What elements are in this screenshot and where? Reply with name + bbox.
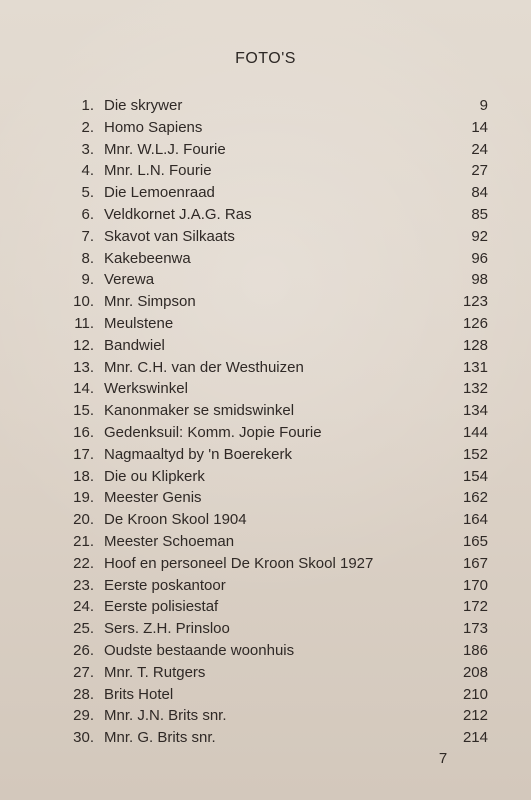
item-label: Die ou Klipkerk xyxy=(104,467,205,485)
item-number: 18. xyxy=(73,467,94,485)
item-number: 4. xyxy=(81,162,94,180)
list-item xyxy=(56,378,488,400)
item-label: Bandwiel xyxy=(104,336,165,354)
item-page-number: 9 xyxy=(479,97,488,114)
list-item xyxy=(56,531,488,553)
photo-list xyxy=(56,95,488,749)
item-label: Mnr. J.N. Brits snr. xyxy=(104,707,227,725)
item-page-number: 132 xyxy=(462,380,488,398)
item-number: 30. xyxy=(73,729,94,747)
item-page-number: 170 xyxy=(462,576,488,594)
item-page-number: 154 xyxy=(462,467,488,485)
item-label: Mnr. W.L.J. Fourie xyxy=(104,140,226,158)
item-page-number: 24 xyxy=(471,140,488,158)
item-label: Skavot van Silkaats xyxy=(104,227,235,245)
item-page-number: 144 xyxy=(462,423,488,441)
item-label: Meulstene xyxy=(104,314,174,332)
item-number: 23. xyxy=(73,576,94,594)
item-label: Meester Genis xyxy=(104,489,202,507)
item-page-number: 162 xyxy=(462,489,488,507)
list-item xyxy=(56,357,488,379)
item-label: Die skrywer xyxy=(104,97,183,114)
list-item xyxy=(56,487,488,509)
item-page-number: 208 xyxy=(462,663,488,681)
item-number: 22. xyxy=(73,554,94,572)
item-number: 6. xyxy=(81,205,94,223)
item-label: Oudste bestaande woonhuis xyxy=(104,641,295,659)
item-page-number: 126 xyxy=(462,314,488,332)
list-item xyxy=(56,640,488,662)
list-item xyxy=(56,291,488,313)
item-page-number: 92 xyxy=(471,227,488,245)
list-item xyxy=(56,575,488,597)
item-page-number: 27 xyxy=(471,162,488,180)
item-page-number: 164 xyxy=(462,511,488,529)
item-label: Meester Schoeman xyxy=(104,532,235,550)
item-page-number: 96 xyxy=(471,249,488,267)
item-label: Eerste poskantoor xyxy=(104,576,226,594)
list-item xyxy=(56,553,488,575)
item-label: Sers. Z.H. Prinsloo xyxy=(104,620,230,638)
item-page-number: 131 xyxy=(462,358,488,376)
item-number: 8. xyxy=(81,249,94,267)
item-label: Die Lemoenraad xyxy=(104,184,215,202)
item-page-number: 172 xyxy=(462,598,488,616)
item-number: 2. xyxy=(81,118,94,136)
item-label: Mnr. Simpson xyxy=(104,293,196,311)
item-label: De Kroon Skool 1904 xyxy=(104,511,247,529)
item-number: 10. xyxy=(73,293,94,311)
item-page-number: 152 xyxy=(462,445,488,463)
item-label: Mnr. G. Brits snr. xyxy=(104,729,216,747)
list-item xyxy=(56,248,488,270)
item-page-number: 134 xyxy=(462,402,488,420)
item-page-number: 186 xyxy=(462,641,488,659)
page-title: FOTO'S xyxy=(235,50,296,67)
list-item xyxy=(56,422,488,444)
item-number: 12. xyxy=(73,336,94,354)
item-number: 20. xyxy=(73,511,94,529)
item-number: 9. xyxy=(81,271,94,289)
item-label: Homo Sapiens xyxy=(104,118,203,136)
item-number: 1. xyxy=(81,97,94,114)
item-number: 21. xyxy=(73,532,94,550)
list-item xyxy=(56,182,488,204)
item-label: Eerste polisiestaf xyxy=(104,598,219,616)
item-label: Mnr. C.H. van der Westhuizen xyxy=(104,358,304,376)
item-page-number: 123 xyxy=(462,293,488,311)
item-label: Werkswinkel xyxy=(104,380,188,398)
item-page-number: 84 xyxy=(471,184,488,202)
list-item xyxy=(56,117,488,139)
list-item xyxy=(56,95,488,117)
folio: 7 xyxy=(438,750,448,767)
item-number: 7. xyxy=(81,227,94,245)
item-page-number: 212 xyxy=(462,707,488,725)
item-page-number: 14 xyxy=(471,118,488,136)
item-label: Brits Hotel xyxy=(104,685,174,703)
item-label: Gedenksuil: Komm. Jopie Fourie xyxy=(104,423,322,441)
item-page-number: 85 xyxy=(471,205,488,223)
item-number: 27. xyxy=(73,663,94,681)
item-number: 11. xyxy=(74,314,94,332)
list-item xyxy=(56,684,488,706)
item-label: Verewa xyxy=(104,271,155,289)
item-label: Hoof en personeel De Kroon Skool 1927 xyxy=(104,554,374,572)
item-page-number: 173 xyxy=(462,620,488,638)
list-item xyxy=(56,400,488,422)
item-label: Mnr. L.N. Fourie xyxy=(104,162,212,180)
item-number: 5. xyxy=(81,184,94,202)
list-item xyxy=(56,596,488,618)
list-item xyxy=(56,204,488,226)
item-page-number: 210 xyxy=(462,685,488,703)
item-number: 16. xyxy=(73,423,94,441)
list-item xyxy=(56,139,488,161)
item-number: 13. xyxy=(73,358,94,376)
list-item xyxy=(56,313,488,335)
item-number: 25. xyxy=(73,620,94,638)
item-number: 24. xyxy=(73,598,94,616)
item-number: 17. xyxy=(73,445,94,463)
list-item xyxy=(56,662,488,684)
item-page-number: 214 xyxy=(462,729,488,747)
list-item xyxy=(56,618,488,640)
list-item xyxy=(56,444,488,466)
list-item xyxy=(56,269,488,291)
item-page-number: 128 xyxy=(462,336,488,354)
item-label: Nagmaaltyd by 'n Boerekerk xyxy=(104,445,292,463)
item-page-number: 167 xyxy=(462,554,488,572)
list-item xyxy=(56,727,488,749)
item-number: 28. xyxy=(73,685,94,703)
item-label: Mnr. T. Rutgers xyxy=(104,663,206,681)
list-item xyxy=(56,160,488,182)
list-item xyxy=(56,705,488,727)
item-number: 19. xyxy=(73,489,94,507)
item-number: 3. xyxy=(81,140,94,158)
list-item xyxy=(56,226,488,248)
item-page-number: 165 xyxy=(462,532,488,550)
item-label: Kanonmaker se smidswinkel xyxy=(104,402,295,420)
item-number: 29. xyxy=(73,707,94,725)
list-item xyxy=(56,335,488,357)
item-number: 15. xyxy=(73,402,94,420)
item-number: 26. xyxy=(73,641,94,659)
item-number: 14. xyxy=(73,380,94,398)
item-label: Kakebeenwa xyxy=(104,249,191,267)
item-label: Veldkornet J.A.G. Ras xyxy=(104,205,252,223)
item-page-number: 98 xyxy=(471,271,488,289)
list-item xyxy=(56,509,488,531)
list-item xyxy=(56,466,488,488)
